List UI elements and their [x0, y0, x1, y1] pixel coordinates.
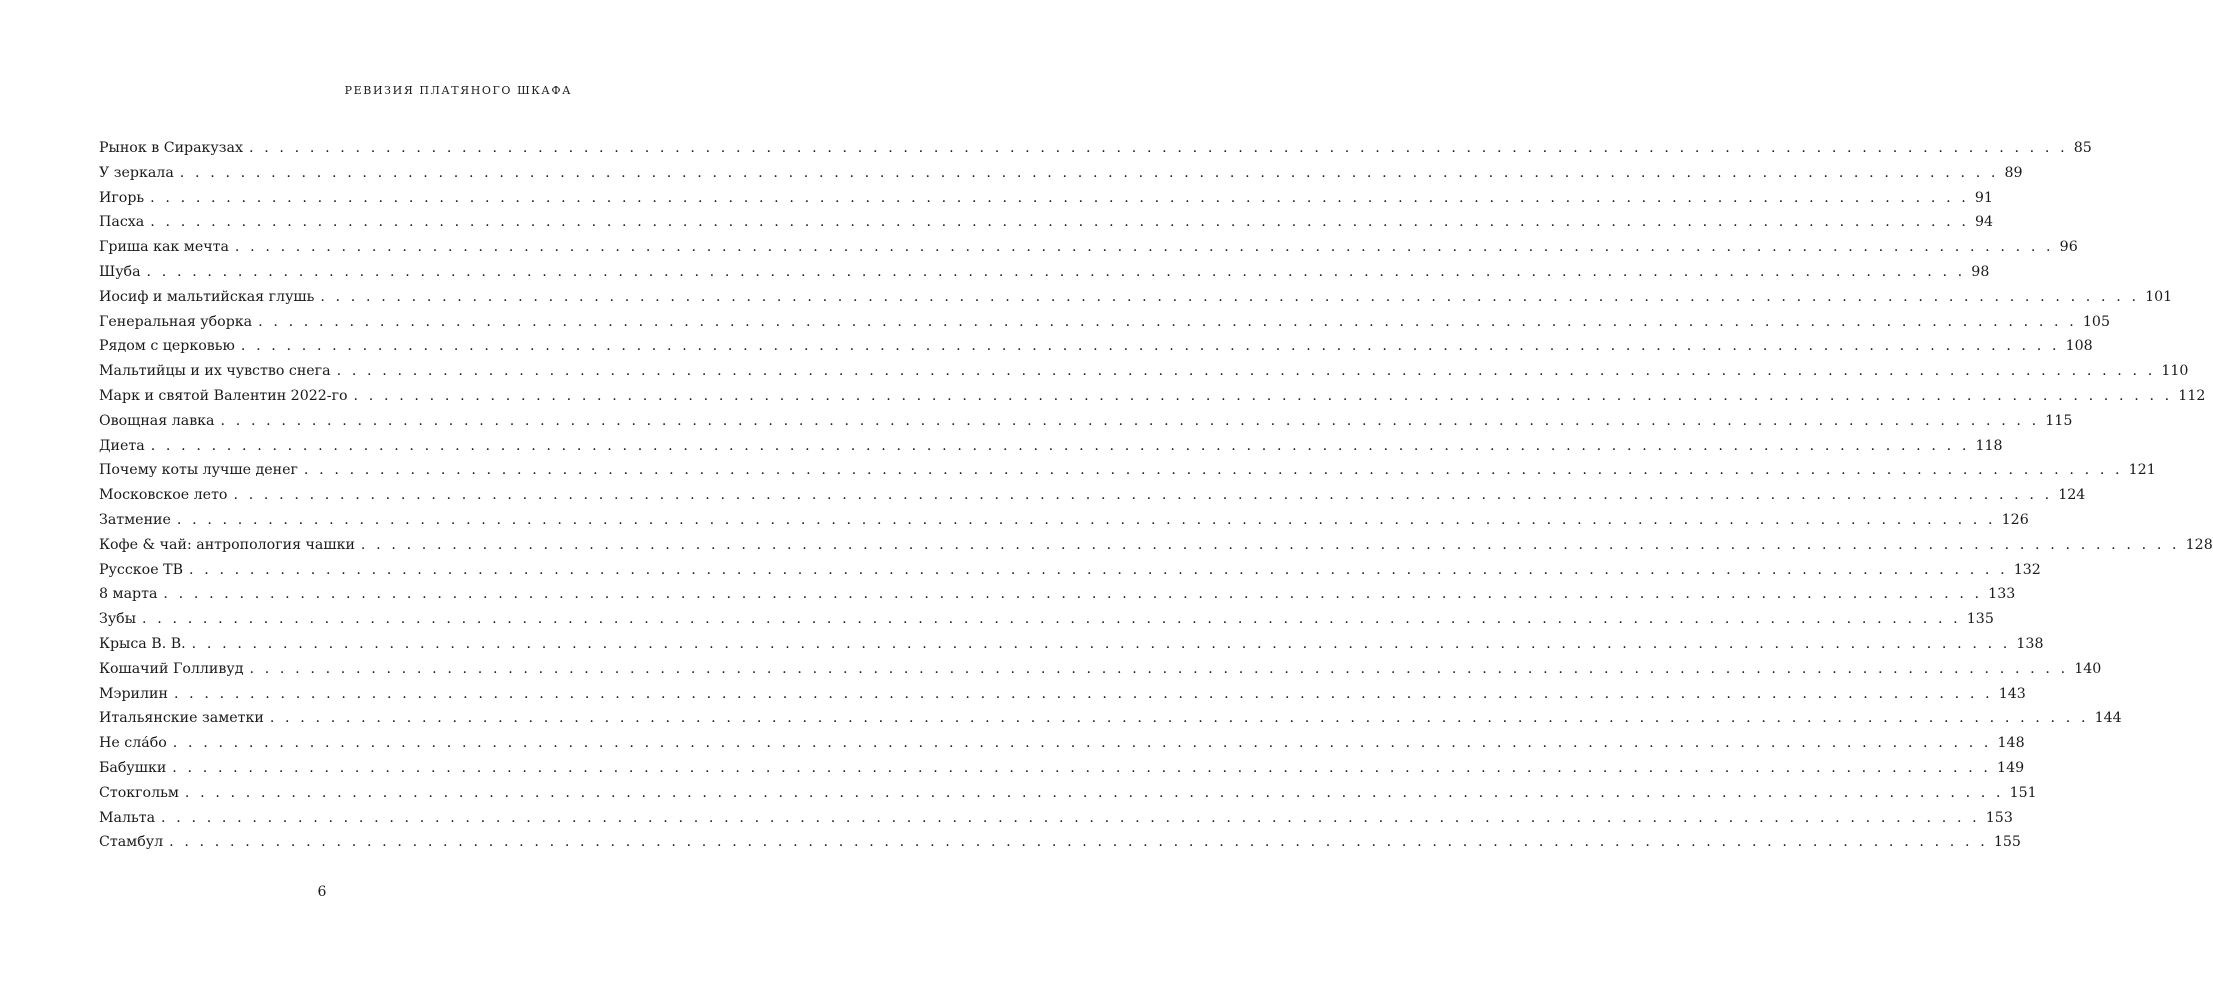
toc-entry-title: Рядом с церковью	[99, 338, 235, 355]
dot-leader: . . . . . . . . . . . . . . . . . . . . . . . . . . . . . . . . . . . . . . . . . . . . . . . . . . . . . . . . . . . . . . . . . . . . . . . . . . . . . . . . . . . . . . . . . . . . . . . . . . . . . . . . . . . . . . . . . . . . . . . .	[146, 263, 1966, 280]
toc-entry-title: Иосиф и мальтийская глушь	[99, 288, 315, 305]
toc-entry-title: Зубы	[99, 611, 137, 628]
toc-entry-page: 143	[1998, 685, 2026, 702]
toc-entry	[99, 511, 2029, 537]
toc-entry-page: 118	[1975, 437, 2003, 454]
toc-entry	[99, 437, 2003, 463]
toc-entry	[99, 487, 2086, 512]
toc-entry	[99, 611, 1994, 636]
toc-entry-page: 124	[2058, 487, 2086, 504]
toc-entry-title: Шуба	[99, 263, 141, 280]
toc-entry-page: 96	[2059, 239, 2078, 256]
table-of-contents	[99, 140, 2213, 859]
toc-entry	[99, 536, 2213, 562]
toc-entry-title: Мальта	[99, 809, 156, 826]
toc-entry-title: Русское ТВ	[99, 561, 183, 578]
toc-entry-title: Генеральная уборка	[99, 313, 253, 330]
dot-leader: . . . . . . . . . . . . . . . . . . . . . . . . . . . . . . . . . . . . . . . . . . . . . . . . . . . . . . . . . . . . . . . . . . . . . . . . . . . . . . . . . . . . . . . . . . . . . . . . . . . . . . . . . . . . . . . . . . . . . . . .	[163, 586, 1983, 603]
toc-entry-page: 135	[1966, 611, 1994, 628]
toc-entry	[99, 214, 1994, 239]
toc-entry-page: 98	[1971, 263, 1990, 280]
toc-entry-title: У зеркала	[99, 164, 174, 181]
page-number: 6	[317, 884, 327, 900]
toc-entry	[99, 164, 2023, 190]
toc-entry-page: 94	[1975, 214, 1994, 231]
dot-leader: . . . . . . . . . . . . . . . . . . . . . . . . . . . . . . . . . . . . . . . . . . . . . . . . . . . . . . . . . . . . . . . . . . . . . . . . . . . . . . . . . . . . . . . . . . . . . . . . . . . . . . . . . . . . . . . . . . . . . . . .	[150, 437, 1970, 454]
toc-entry	[99, 710, 2122, 735]
toc-entry	[99, 313, 2110, 339]
toc-entry-title: Диета	[99, 437, 145, 454]
toc-entry-page: 105	[2082, 313, 2110, 330]
toc-entry-page: 89	[2004, 164, 2023, 181]
toc-entry-title: 8 марта	[99, 586, 158, 603]
toc-entry	[99, 140, 2092, 165]
dot-leader: . . . . . . . . . . . . . . . . . . . . . . . . . . . . . . . . . . . . . . . . . . . . . . . . . . . . . . . . . . . . . . . . . . . . . . . . . . . . . . . . . . . . . . . . . . . . . . . . . . . . . . . . . . . . . . . . . . . . . . . .	[353, 387, 2173, 404]
toc-entry-page: 140	[2074, 660, 2102, 677]
toc-entry-title: Итальянские заметки	[99, 710, 264, 727]
dot-leader: . . . . . . . . . . . . . . . . . . . . . . . . . . . . . . . . . . . . . . . . . . . . . . . . . . . . . . . . . . . . . . . . . . . . . . . . . . . . . . . . . . . . . . . . . . . . . . . . . . . . . . . . . . . . . . . . . . . . . . . .	[360, 536, 2180, 553]
toc-entry-page: 112	[2178, 387, 2206, 404]
toc-entry	[99, 735, 2025, 760]
toc-entry-title: Стамбул	[99, 834, 164, 851]
dot-leader: . . . . . . . . . . . . . . . . . . . . . . . . . . . . . . . . . . . . . . . . . . . . . . . . . . . . . . . . . . . . . . . . . . . . . . . . . . . . . . . . . . . . . . . . . . . . . . . . . . . . . . . . . . . . . . . . . . . . . . . .	[233, 487, 2053, 504]
toc-entry	[99, 834, 2021, 859]
dot-leader: . . . . . . . . . . . . . . . . . . . . . . . . . . . . . . . . . . . . . . . . . . . . . . . . . . . . . . . . . . . . . . . . . . . . . . . . . . . . . . . . . . . . . . . . . . . . . . . . . . . . . . . . . . . . . . . . . . . . . . . .	[150, 189, 1969, 206]
toc-entry-title: Овощная лавка	[99, 412, 215, 429]
toc-entry-page: 126	[2001, 511, 2029, 528]
dot-leader: . . . . . . . . . . . . . . . . . . . . . . . . . . . . . . . . . . . . . . . . . . . . . . . . . . . . . . . . . . . . . . . . . . . . . . . . . . . . . . . . . . . . . . . . . . . . . . . . . . . . . . . . . . . . . . . . . . . . . . . .	[161, 809, 1980, 826]
toc-entry-page: 151	[2009, 784, 2037, 801]
toc-entry	[99, 660, 2102, 686]
toc-entry-page: 153	[1985, 809, 2013, 826]
toc-entry	[99, 288, 2173, 314]
toc-entry-page: 155	[1993, 834, 2021, 851]
toc-entry-page: 133	[1988, 586, 2016, 603]
dot-leader: . . . . . . . . . . . . . . . . . . . . . . . . . . . . . . . . . . . . . . . . . . . . . . . . . . . . . . . . . . . . . . . . . . . . . . . . . . . . . . . . . . . . . . . . . . . . . . . . . . . . . . . . . . . . . . . . . . . . . . . .	[269, 710, 2089, 727]
toc-entry-page: 85	[2073, 140, 2092, 156]
toc-entry-page: 149	[1997, 759, 2025, 776]
dot-leader: . . . . . . . . . . . . . . . . . . . . . . . . . . . . . . . . . . . . . . . . . . . . . . . . . . . . . . . . . . . . . . . . . . . . . . . . . . . . . . . . . . . . . . . . . . . . . . . . . . . . . . . . . . . . . . . . . . . . . . . .	[336, 363, 2156, 380]
toc-entry	[99, 189, 1993, 215]
dot-leader: . . . . . . . . . . . . . . . . . . . . . . . . . . . . . . . . . . . . . . . . . . . . . . . . . . . . . . . . . . . . . . . . . . . . . . . . . . . . . . . . . . . . . . . . . . . . . . . . . . . . . . . . . . . . . . . . . . . . . . . .	[220, 412, 2040, 429]
toc-entry	[99, 263, 1990, 289]
toc-entry	[99, 462, 2156, 487]
dot-leader: . . . . . . . . . . . . . . . . . . . . . . . . . . . . . . . . . . . . . . . . . . . . . . . . . . . . . . . . . . . . . . . . . . . . . . . . . . . . . . . . . . . . . . . . . . . . . . . . . . . . . . . . . . . . . . . . . . . . . . . .	[176, 511, 1996, 528]
toc-entry-title: Марк и святой Валентин 2022-го	[99, 387, 348, 404]
toc-entry-title: Мальтийцы и их чувство снега	[99, 363, 331, 380]
toc-entry-page: 115	[2045, 412, 2073, 429]
toc-entry-title: Гриша как мечта	[99, 239, 229, 256]
dot-leader: . . . . . . . . . . . . . . . . . . . . . . . . . . . . . . . . . . . . . . . . . . . . . . . . . . . . . . . . . . . . . . . . . . . . . . . . . . . . . . . . . . . . . . . . . . . . . . . . . . . . . . . . . . . . . . . . . . . . . . . .	[240, 338, 2060, 355]
toc-entry	[99, 759, 2025, 785]
dot-leader: . . . . . . . . . . . . . . . . . . . . . . . . . . . . . . . . . . . . . . . . . . . . . . . . . . . . . . . . . . . . . . . . . . . . . . . . . . . . . . . . . . . . . . . . . . . . . . . . . . . . . . . . . . . . . . . . . . . . . . . .	[303, 462, 2123, 479]
dot-leader: . . . . . . . . . . . . . . . . . . . . . . . . . . . . . . . . . . . . . . . . . . . . . . . . . . . . . . . . . . . . . . . . . . . . . . . . . . . . . . . . . . . . . . . . . . . . . . . . . . . . . . . . . . . . . . . . . . . . . . . .	[184, 784, 2004, 801]
toc-entry-page: 128	[2185, 536, 2213, 553]
toc-entry-title: Кошачий Голливуд	[99, 660, 244, 677]
toc-entry-page: 132	[2013, 561, 2041, 578]
toc-entry-page: 91	[1974, 189, 1993, 206]
toc-entry-title: Почему коты лучше денег	[99, 462, 298, 479]
toc-entry-title: Мэрилин	[99, 685, 168, 702]
dot-leader: . . . . . . . . . . . . . . . . . . . . . . . . . . . . . . . . . . . . . . . . . . . . . . . . . . . . . . . . . . . . . . . . . . . . . . . . . . . . . . . . . . . . . . . . . . . . . . . . . . . . . . . . . . . . . . . . . . . . . . . .	[169, 834, 1988, 851]
toc-entry-title: Игорь	[99, 189, 145, 206]
toc-entry	[99, 685, 2026, 711]
toc-entry-title: Пасха	[99, 214, 145, 231]
toc-entry	[99, 561, 2041, 587]
dot-leader: . . . . . . . . . . . . . . . . . . . . . . . . . . . . . . . . . . . . . . . . . . . . . . . . . . . . . . . . . . . . . . . . . . . . . . . . . . . . . . . . . . . . . . . . . . . . . . . . . . . . . . . . . . . . . . . . . . . . . . . .	[150, 214, 1969, 231]
dot-leader: . . . . . . . . . . . . . . . . . . . . . . . . . . . . . . . . . . . . . . . . . . . . . . . . . . . . . . . . . . . . . . . . . . . . . . . . . . . . . . . . . . . . . . . . . . . . . . . . . . . . . . . . . . . . . . . . . . . . . . . .	[234, 239, 2054, 256]
toc-entry	[99, 363, 2189, 388]
dot-leader: . . . . . . . . . . . . . . . . . . . . . . . . . . . . . . . . . . . . . . . . . . . . . . . . . . . . . . . . . . . . . . . . . . . . . . . . . . . . . . . . . . . . . . . . . . . . . . . . . . . . . . . . . . . . . . . . . . . . . . . .	[173, 685, 1993, 702]
toc-entry-title: Крыса В. В.	[99, 635, 186, 652]
toc-entry-page: 101	[2145, 288, 2173, 305]
toc-entry-title: Московское лето	[99, 487, 228, 504]
toc-entry-title: Не сла́бо	[99, 735, 167, 752]
dot-leader: . . . . . . . . . . . . . . . . . . . . . . . . . . . . . . . . . . . . . . . . . . . . . . . . . . . . . . . . . . . . . . . . . . . . . . . . . . . . . . . . . . . . . . . . . . . . . . . . . . . . . . . . . . . . . . . . . . . . . . . .	[142, 611, 1961, 628]
dot-leader: . . . . . . . . . . . . . . . . . . . . . . . . . . . . . . . . . . . . . . . . . . . . . . . . . . . . . . . . . . . . . . . . . . . . . . . . . . . . . . . . . . . . . . . . . . . . . . . . . . . . . . . . . . . . . . . . . . . . . . . .	[320, 288, 2140, 305]
toc-entry	[99, 784, 2037, 810]
toc-entry	[99, 635, 2044, 661]
dot-leader: . . . . . . . . . . . . . . . . . . . . . . . . . . . . . . . . . . . . . . . . . . . . . . . . . . . . . . . . . . . . . . . . . . . . . . . . . . . . . . . . . . . . . . . . . . . . . . . . . . . . . . . . . . . . . . . . . . . . . . . .	[258, 313, 2077, 330]
toc-entry-page: 108	[2065, 338, 2093, 355]
dot-leader: . . . . . . . . . . . . . . . . . . . . . . . . . . . . . . . . . . . . . . . . . . . . . . . . . . . . . . . . . . . . . . . . . . . . . . . . . . . . . . . . . . . . . . . . . . . . . . . . . . . . . . . . . . . . . . . . . . . . . . . .	[172, 759, 1992, 776]
dot-leader: . . . . . . . . . . . . . . . . . . . . . . . . . . . . . . . . . . . . . . . . . . . . . . . . . . . . . . . . . . . . . . . . . . . . . . . . . . . . . . . . . . . . . . . . . . . . . . . . . . . . . . . . . . . . . . . . . . . . . . . .	[248, 140, 2068, 156]
toc-entry	[99, 809, 2013, 835]
toc-entry-title: Стокгольм	[99, 784, 179, 801]
toc-entry-page: 110	[2161, 363, 2189, 380]
dot-leader: . . . . . . . . . . . . . . . . . . . . . . . . . . . . . . . . . . . . . . . . . . . . . . . . . . . . . . . . . . . . . . . . . . . . . . . . . . . . . . . . . . . . . . . . . . . . . . . . . . . . . . . . . . . . . . . . . . . . . . . .	[249, 660, 2069, 677]
toc-entry-page: 138	[2016, 635, 2044, 652]
toc-entry	[99, 338, 2093, 363]
toc-entry-title: Бабушки	[99, 759, 167, 776]
dot-leader: . . . . . . . . . . . . . . . . . . . . . . . . . . . . . . . . . . . . . . . . . . . . . . . . . . . . . . . . . . . . . . . . . . . . . . . . . . . . . . . . . . . . . . . . . . . . . . . . . . . . . . . . . . . . . . . . . . . . . . . .	[191, 635, 2011, 652]
toc-entry	[99, 412, 2073, 438]
toc-entry	[99, 387, 2206, 413]
toc-entry-title: Рынок в Сиракузах	[99, 140, 243, 156]
running-head: РЕВИЗИЯ ПЛАТЯНОГО ШКАФА	[344, 84, 572, 97]
toc-entry-title: Кофе & чай: антропология чашки	[99, 536, 355, 553]
dot-leader: . . . . . . . . . . . . . . . . . . . . . . . . . . . . . . . . . . . . . . . . . . . . . . . . . . . . . . . . . . . . . . . . . . . . . . . . . . . . . . . . . . . . . . . . . . . . . . . . . . . . . . . . . . . . . . . . . . . . . . . .	[172, 735, 1992, 752]
toc-entry-page: 121	[2128, 462, 2156, 479]
toc-entry	[99, 239, 2078, 264]
toc-entry	[99, 586, 2016, 611]
toc-entry-page: 148	[1997, 735, 2025, 752]
toc-entry-page: 144	[2094, 710, 2122, 727]
toc-entry-title: Затмение	[99, 511, 171, 528]
dot-leader: . . . . . . . . . . . . . . . . . . . . . . . . . . . . . . . . . . . . . . . . . . . . . . . . . . . . . . . . . . . . . . . . . . . . . . . . . . . . . . . . . . . . . . . . . . . . . . . . . . . . . . . . . . . . . . . . . . . . . . . .	[179, 164, 1999, 181]
dot-leader: . . . . . . . . . . . . . . . . . . . . . . . . . . . . . . . . . . . . . . . . . . . . . . . . . . . . . . . . . . . . . . . . . . . . . . . . . . . . . . . . . . . . . . . . . . . . . . . . . . . . . . . . . . . . . . . . . . . . . . . .	[189, 561, 2008, 578]
